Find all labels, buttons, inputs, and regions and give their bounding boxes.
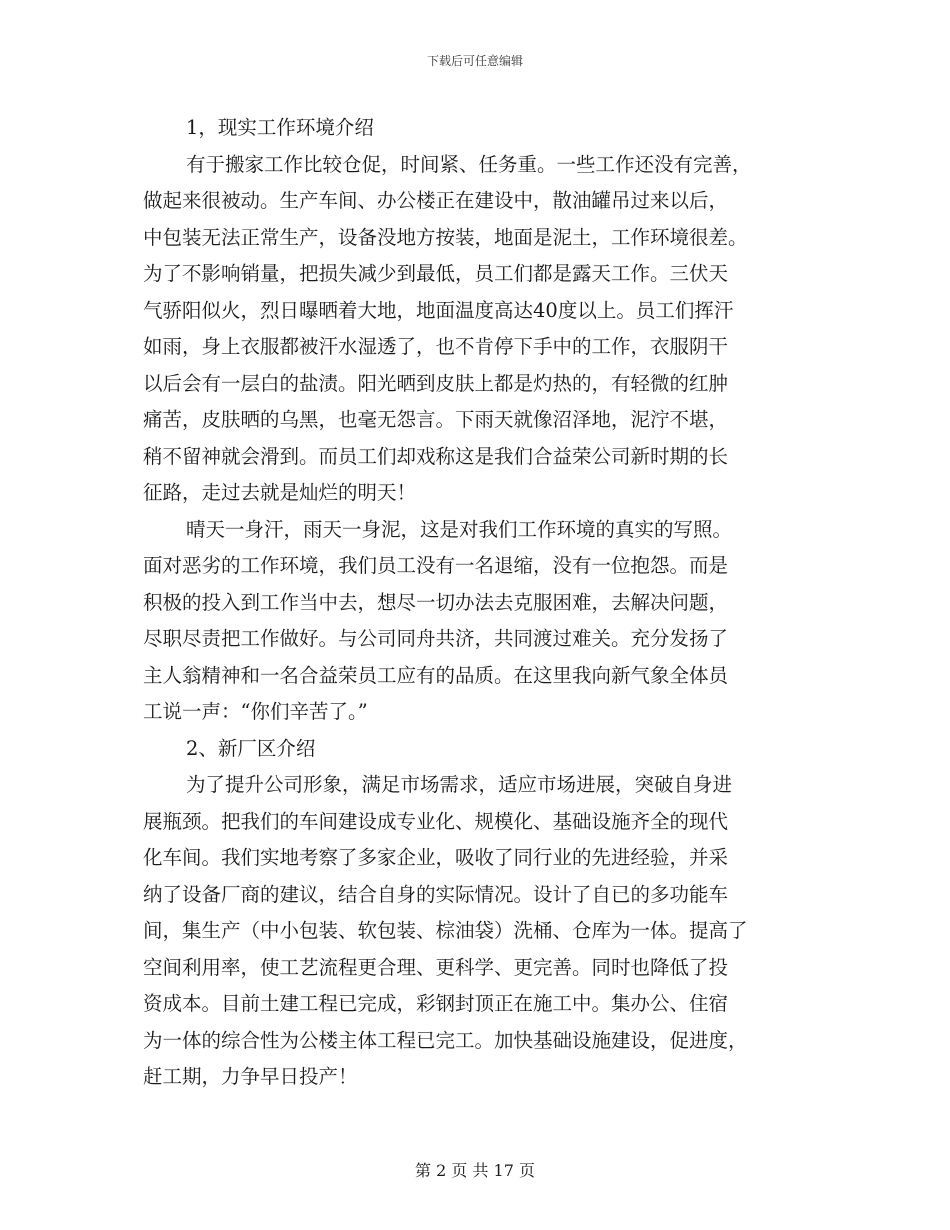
text-line: 痛苦，皮肤晒的乌黑，也毫无怨言。下雨天就像沼泽地，泥泞不堪， bbox=[143, 408, 729, 431]
text-line: 做起来很被动。生产车间、办公楼正在建设中，散油罐吊过来以后， bbox=[143, 189, 729, 212]
text-line: 晴天一身汗，雨天一身泥，这是对我们工作环境的真实的写照。 bbox=[186, 517, 733, 541]
text-line: 空间利用率，使工艺流程更合理、更科学、更完善。同时也降低了投 bbox=[143, 955, 729, 979]
text-line: 稍不留神就会滑到。而员工们却戏称这是我们合益荣公司新时期的长 bbox=[143, 444, 729, 468]
text-line: 面对恶劣的工作环境，我们员工没有一名退缩，没有一位抱怨。而是 bbox=[143, 554, 729, 577]
page-header: 下载后可任意编辑 bbox=[426, 54, 523, 68]
text-line: 为了不影响销量，把损失减少到最低，员工们都是露天工作。三伏天 bbox=[143, 262, 729, 285]
text-line: 资成本。目前土建工程已完成，彩钢封顶正在施工中。集办公、住宿 bbox=[143, 992, 729, 1015]
text-line: 1，现实工作环境介绍 bbox=[186, 116, 374, 139]
text-line: 为了提升公司形象，满足市场需求，适应市场进展，突破自身进 bbox=[186, 773, 733, 796]
text-line: 以后会有一层白的盐渍。阳光晒到皮肤上都是灼热的，有轻微的红肿 bbox=[143, 371, 729, 395]
text-line: 间，集生产（中小包装、软包装、棕油袋）洗桶、仓库为一体。提高了 bbox=[143, 919, 748, 942]
text-line: 展瓶颈。把我们的车间建设成专业化、规模化、基础设施齐全的现代 bbox=[143, 809, 729, 833]
text-line: 气骄阳似火，烈日曝晒着大地，地面温度高达40度以上。员工们挥汗 bbox=[143, 298, 734, 322]
text-line: 工说一声：“你们辛苦了。” bbox=[143, 700, 368, 723]
text-line: 尽职尽责把工作做好。与公司同舟共济，共同渡过难关。充分发扬了 bbox=[143, 627, 729, 650]
text-line: 纳了设备厂商的建议，结合自身的实际情况。设计了自已的多功能车 bbox=[143, 882, 729, 906]
text-line: 征路，走过去就是灿烂的明天！ bbox=[143, 481, 417, 504]
text-line: 为一体的综合性为公楼主体工程已完工。加快基础设施建设，促进度， bbox=[143, 1028, 748, 1052]
text-line: 积极的投入到工作当中去，想尽一切办法去克服困难，去解决问题， bbox=[143, 590, 729, 614]
text-line: 如雨，身上衣服都被汗水湿透了，也不肯停下手中的工作，衣服阴干 bbox=[143, 335, 729, 358]
text-line: 化车间。我们实地考察了多家企业，吸收了同行业的先进经验，并采 bbox=[143, 846, 729, 869]
text-line: 有于搬家工作比较仓促，时间紧、任务重。一些工作还没有完善， bbox=[186, 152, 752, 176]
text-line: 赶工期，力争早日投产！ bbox=[143, 1065, 358, 1088]
document-body bbox=[143, 110, 808, 1096]
text-line: 主人翁精神和一名合益荣员工应有的品质。在这里我向新气象全体员 bbox=[143, 663, 729, 687]
page-footer: 第 2 页 共 17 页 bbox=[415, 1161, 535, 1180]
text-line: 2、新厂区介绍 bbox=[186, 736, 316, 760]
text-line: 中包装无法正常生产，设备没地方按装，地面是泥土，工作环境很差。 bbox=[143, 225, 748, 249]
